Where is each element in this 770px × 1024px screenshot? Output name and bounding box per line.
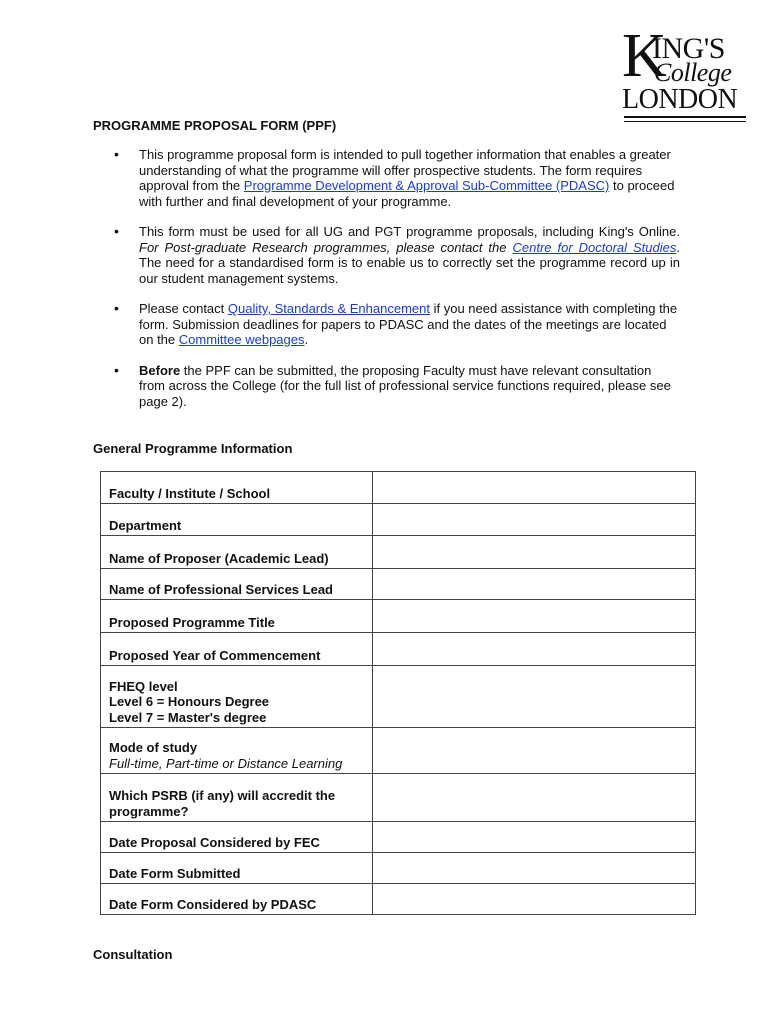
- ps-lead-field[interactable]: [373, 569, 696, 600]
- committee-webpages-link[interactable]: Committee webpages: [178, 332, 305, 347]
- mode-of-study-field[interactable]: [373, 728, 696, 774]
- table-row: [101, 666, 696, 728]
- logo-line-2: College: [654, 58, 732, 87]
- kings-college-london-logo: [622, 22, 750, 124]
- bullet-item: • This form must be used for all UG and PGT programme proposals, including King's Online. For Post-graduate Research programmes, please contact the Centre for Doctoral Studies. The need for a standardised form is to enable us to correctly set the programme record up in our student management systems.: [114, 224, 680, 286]
- page-title: PROGRAMME PROPOSAL FORM (PPF): [93, 118, 337, 133]
- general-info-heading: General Programme Information: [93, 441, 293, 456]
- table-row: [101, 600, 696, 633]
- table-row: [101, 774, 696, 822]
- proposer-field[interactable]: [373, 536, 696, 569]
- logo-rule: [624, 116, 746, 118]
- table-row: [101, 728, 696, 774]
- bullet-item: • Before the PPF can be submitted, the proposing Faculty must have relevant consultation from across the College (for the full list of professional service functions required, please see page 2).: [114, 363, 680, 410]
- date-fec-label: Date Proposal Considered by FEC: [101, 822, 373, 853]
- psrb-label: Which PSRB (if any) will accredit the programme?: [101, 774, 373, 822]
- date-submitted-label: Date Form Submitted: [101, 853, 373, 884]
- department-field[interactable]: [373, 504, 696, 536]
- intro-bullet-list: [114, 147, 680, 424]
- logo-line-1: K ING'S: [622, 22, 725, 90]
- commencement-year-field[interactable]: [373, 633, 696, 666]
- logo-rule: [624, 121, 746, 122]
- pdasc-link[interactable]: Programme Development & Approval Sub-Committee (PDASC): [243, 178, 610, 193]
- programme-title-label: Proposed Programme Title: [101, 600, 373, 633]
- table-row: [101, 822, 696, 853]
- table-row: [101, 472, 696, 504]
- table-row: [101, 569, 696, 600]
- ps-lead-label: Name of Professional Services Lead: [101, 569, 373, 600]
- department-label: Department: [101, 504, 373, 536]
- mode-of-study-label: Mode of study Full-time, Part-time or Distance Learning: [101, 728, 373, 774]
- faculty-label: Faculty / Institute / School: [101, 472, 373, 504]
- logo-line-3: LONDON: [622, 84, 738, 115]
- proposer-label: Name of Proposer (Academic Lead): [101, 536, 373, 569]
- table-row: [101, 853, 696, 884]
- commencement-year-label: Proposed Year of Commencement: [101, 633, 373, 666]
- bullet-item: • Please contact Quality, Standards & Enhancement if you need assistance with completing the form. Submission deadlines for papers to PDASC and the dates of the meetings are located on the Committee webpages.: [114, 301, 680, 348]
- fheq-label: FHEQ level Level 6 = Honours Degree Level 7 = Master's degree: [101, 666, 373, 728]
- programme-info-table: [100, 471, 696, 915]
- date-pdasc-field[interactable]: [373, 884, 696, 915]
- centre-doctoral-studies-link[interactable]: Centre for Doctoral Studies: [512, 239, 677, 255]
- fheq-field[interactable]: [373, 666, 696, 728]
- table-row: [101, 633, 696, 666]
- faculty-field[interactable]: [373, 472, 696, 504]
- psrb-field[interactable]: [373, 774, 696, 822]
- table-row: [101, 504, 696, 536]
- table-row: [101, 884, 696, 915]
- quality-standards-link[interactable]: Quality, Standards & Enhancement: [227, 301, 430, 316]
- date-pdasc-label: Date Form Considered by PDASC: [101, 884, 373, 915]
- date-fec-field[interactable]: [373, 822, 696, 853]
- date-submitted-field[interactable]: [373, 853, 696, 884]
- programme-title-field[interactable]: [373, 600, 696, 633]
- consultation-heading: Consultation: [93, 947, 173, 962]
- table-row: [101, 536, 696, 569]
- bullet-item: • This programme proposal form is intended to pull together information that enables a greater understanding of what the programme will offer prospective students. The form requires approval from the Programme Development & Approval Sub-Committee (PDASC) to proceed with further and final development of your programme.: [114, 147, 680, 209]
